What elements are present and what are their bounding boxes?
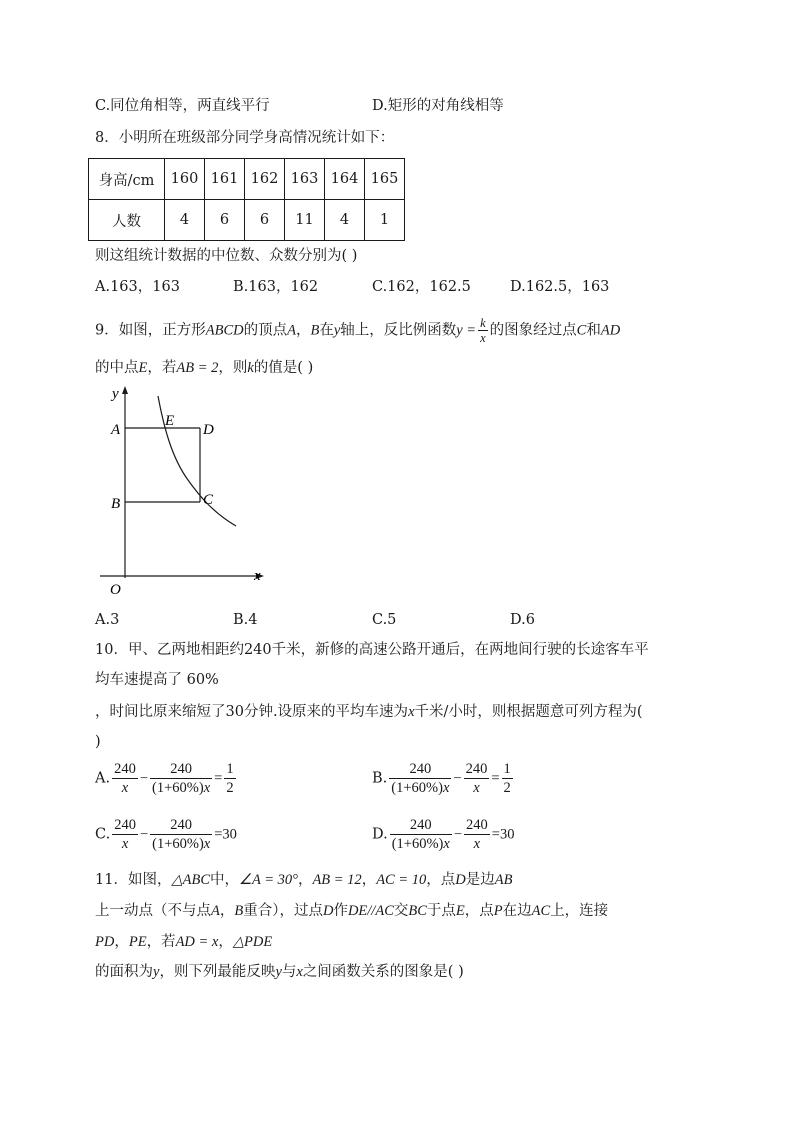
q10-line1: 10．甲、乙两地相距约240千米，新修的高速公路开通后，在两地间行驶的长途客车平 <box>95 642 649 658</box>
table-cell: 165 <box>365 159 405 200</box>
height-table <box>88 158 405 241</box>
q8-option-a: A.163，163 <box>95 279 180 295</box>
label-y: y <box>112 386 119 402</box>
table-header-height: 身高/cm <box>89 159 165 200</box>
q9-stem-line2: 的中点E，若AB = 2，则k的值是( ) <box>95 360 314 376</box>
q9-option-d: D.6 <box>510 612 535 628</box>
q10-line3: ，时间比原来缩短了30分钟.设原来的平均车速为x千米/小时，则根据题意可列方程为( <box>95 704 643 720</box>
table-cell: 161 <box>205 159 245 200</box>
q9-stem-line1: 9．如图，正方形ABCD的顶点A，B在y轴上，反比例函数y = $\frac{k}{x}$ 的图象经过点C和AD <box>95 316 621 345</box>
table-cell: 4 <box>325 200 365 241</box>
q10-line4: ) <box>95 734 101 750</box>
q9-figure <box>90 380 280 600</box>
q11-line3: PD，PE，若AD = x，△PDE <box>95 934 273 950</box>
label-O: O <box>110 582 121 598</box>
label-E: E <box>165 413 175 429</box>
label-D: D <box>203 422 214 438</box>
q8-question: 则这组统计数据的中位数、众数分别为( ) <box>95 248 358 264</box>
table-header-count: 人数 <box>89 200 165 241</box>
q7-option-c: C.同位角相等，两直线平行 <box>95 98 270 114</box>
q8-option-d: D.162.5，163 <box>510 279 610 295</box>
q8-stem: 8．小明所在班级部分同学身高情况统计如下： <box>95 130 395 146</box>
table-cell: 162 <box>245 159 285 200</box>
table-cell: 6 <box>205 200 245 241</box>
q11-line4: 的面积为y，则下列最能反映y与x之间函数关系的图象是( ) <box>95 964 464 980</box>
q10-option-b: B. $\frac{240}{(1+60\%)x}$ − $\frac{240}{x}$ = $\frac{1}{2}$ <box>372 761 511 796</box>
q10-option-d: D. $\frac{240}{(1+60\%)x}$ − $\frac{240}{x}$ =30 <box>372 817 515 852</box>
q11-line1: 11．如图，△ABC中，∠A = 30°，AB = 12，AC = 10，点D是边AB <box>95 872 513 888</box>
q8-option-b: B.163，162 <box>233 279 319 295</box>
label-x: x <box>254 568 261 584</box>
y-axis-arrow <box>122 386 128 394</box>
q9-option-b: B.4 <box>233 612 258 628</box>
q11-line2: 上一动点（不与点A，B重合），过点D作DE//AC交BC于点E，点P在边AC上，连接 <box>95 903 609 919</box>
q10-option-c: C. $\frac{240}{x}$ − $\frac{240}{(1+60\%)x}$ =30 <box>95 817 237 852</box>
table-cell: 11 <box>285 200 325 241</box>
q9-option-a: A.3 <box>95 612 120 628</box>
table-cell: 164 <box>325 159 365 200</box>
label-A: A <box>111 422 121 438</box>
table-cell: 1 <box>365 200 405 241</box>
q10-line2: 均车速提高了 60% <box>95 672 219 688</box>
q8-option-c: C.162，162.5 <box>372 279 471 295</box>
table-cell: 4 <box>165 200 205 241</box>
table-cell: 6 <box>245 200 285 241</box>
label-C: C <box>203 492 214 508</box>
k-over-x-fraction: $\frac{k}{x}$ <box>480 316 486 345</box>
table-row <box>89 200 405 241</box>
q10-option-a: A. $\frac{240}{x}$ − $\frac{240}{(1+60\%)x}$ = $\frac{1}{2}$ <box>95 761 234 796</box>
table-cell: 160 <box>165 159 205 200</box>
q9-option-c: C.5 <box>372 612 397 628</box>
table-cell: 163 <box>285 159 325 200</box>
q7-option-d: D.矩形的对角线相等 <box>372 98 504 114</box>
table-row <box>89 159 405 200</box>
label-B: B <box>111 496 121 512</box>
